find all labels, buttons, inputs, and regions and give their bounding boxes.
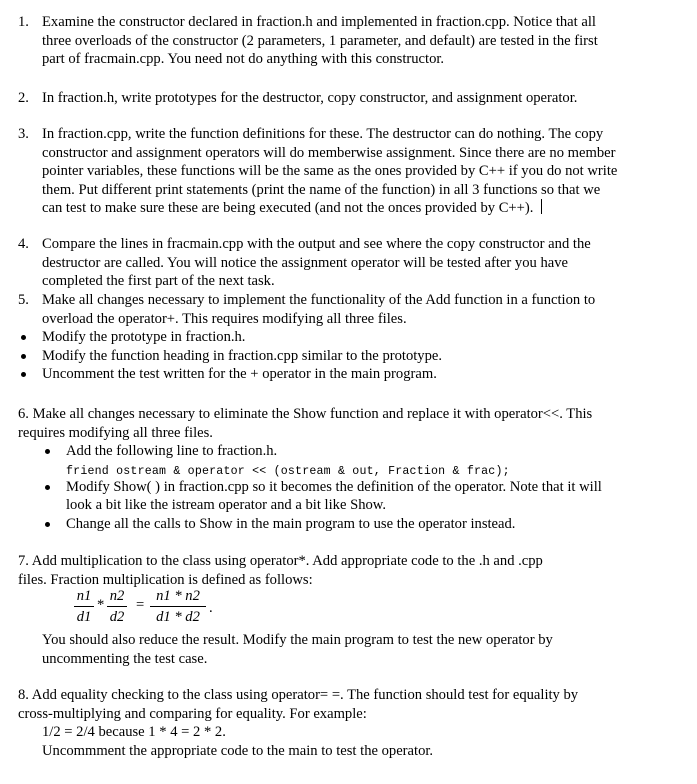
item-text-line: constructor and assignment operators will do memberwise assignment. Since there are no member — [42, 144, 616, 161]
bullet-item: Add the following line to fraction.h. — [18, 442, 683, 461]
bullet-item: Uncomment the test written for the + operator in the main program. — [0, 365, 688, 384]
item-text-line: cross-multiplying and comparing for equality. For example: — [18, 705, 367, 722]
bullet-icon — [45, 449, 50, 454]
item-text-line: can test to make sure these are being executed (and not the onces provided by C++). — [42, 200, 534, 217]
bullet-icon — [21, 372, 26, 377]
multiplication-formula — [66, 587, 236, 629]
bullet-item: Modify the prototype in fraction.h. — [0, 328, 688, 347]
item-text-line: Make all changes necessary to implement the functionality of the Add function in a function to — [42, 292, 596, 308]
bullet-item: Modify the function heading in fraction.cpp similar to the prototype. — [0, 347, 688, 366]
item-text-line: uncommenting the test case. — [42, 650, 208, 667]
example-line: 1/2 = 2/4 because 1 * 4 = 2 * 2. — [42, 724, 226, 741]
bullet-list — [0, 328, 688, 384]
item-number: 3. — [18, 126, 29, 142]
bullet-icon — [45, 522, 50, 527]
bullet-icon — [45, 485, 50, 490]
item-text-line: 8. Add equality checking to the class using operator= =. The function should test for equality by — [18, 687, 579, 703]
item-text-line: overload the operator+. This requires modifying all three files. — [42, 310, 407, 327]
item-text-line: requires modifying all three files. — [18, 424, 213, 441]
code-line: friend ostream & operator << (ostream & out, Fraction & frac); — [66, 464, 510, 478]
item-number: 5. — [18, 292, 29, 308]
fraction-n2-d2: n2 d2 — [107, 587, 127, 626]
item-text-line: pointer variables, these functions will be the same as the ones provided by C++ if you do not write — [42, 163, 618, 180]
item-text-line: destructor are called. You will notice the assignment operator will be tested after you have — [42, 254, 569, 271]
list-item-1 — [18, 13, 688, 69]
fraction-n1-d1: n1 d1 — [74, 587, 94, 626]
item-text-line: Uncommment the appropriate code to the main to test the operator. — [42, 742, 434, 759]
bullet-icon — [21, 354, 26, 359]
fraction-result: n1 * n2 d1 * d2 — [150, 587, 206, 626]
item-text-line: Compare the lines in fracmain.cpp with the output and see where the copy constructor and the — [42, 236, 591, 252]
item-text-line: In fraction.h, write prototypes for the destructor, copy constructor, and assignment operator. — [42, 90, 578, 106]
bullet-icon — [21, 335, 26, 340]
item-7-after — [18, 631, 697, 668]
list-item-8 — [18, 686, 683, 760]
list-item-7 — [18, 552, 683, 589]
list-item-4 — [18, 235, 688, 291]
list-item-6 — [18, 405, 683, 534]
item-text-line: 7. Add multiplication to the class using operator*. Add appropriate code to the .h and .cpp — [18, 553, 543, 569]
bullet-list — [18, 442, 683, 533]
item-text-line: In fraction.cpp, write the function definitions for these. The destructor can do nothing. The copy — [42, 126, 604, 142]
item-number: 4. — [18, 236, 29, 252]
list-item-3 — [18, 125, 688, 218]
text-cursor — [541, 199, 542, 214]
list-item-5 — [18, 291, 688, 384]
equals-sign: = — [136, 597, 145, 613]
list-item-2 — [18, 89, 688, 108]
item-number: 1. — [18, 14, 29, 30]
item-text-line: part of fracmain.cpp. You need not do anything with this constructor. — [42, 51, 445, 68]
bullet-item: Change all the calls to Show in the main program to use the operator instead. — [18, 515, 683, 534]
item-text-line: 6. Make all changes necessary to eliminate the Show function and replace it with operator<<. This — [18, 406, 593, 422]
item-text-line: three overloads of the constructor (2 parameters, 1 parameter, and default) are tested in the first — [42, 32, 598, 49]
item-number: 2. — [18, 90, 29, 106]
item-text-line: You should also reduce the result. Modify the main program to test the new operator by — [42, 632, 553, 648]
period: . — [209, 600, 213, 616]
bullet-item: Modify Show( ) in fraction.cpp so it becomes the definition of the operator. Note that it will look a bit like the istream operator and a bit like Show. — [18, 478, 683, 515]
item-text-line: files. Fraction multiplication is defined as follows: — [18, 571, 313, 588]
item-text-line: Examine the constructor declared in fraction.h and implemented in fraction.cpp. Notice that all — [42, 14, 596, 30]
item-text-line: them. Put different print statements (print the name of the function) in all 3 functions so that we — [42, 181, 601, 198]
times-sign: * — [97, 597, 105, 613]
item-text-line: completed the first part of the next task. — [42, 273, 275, 290]
